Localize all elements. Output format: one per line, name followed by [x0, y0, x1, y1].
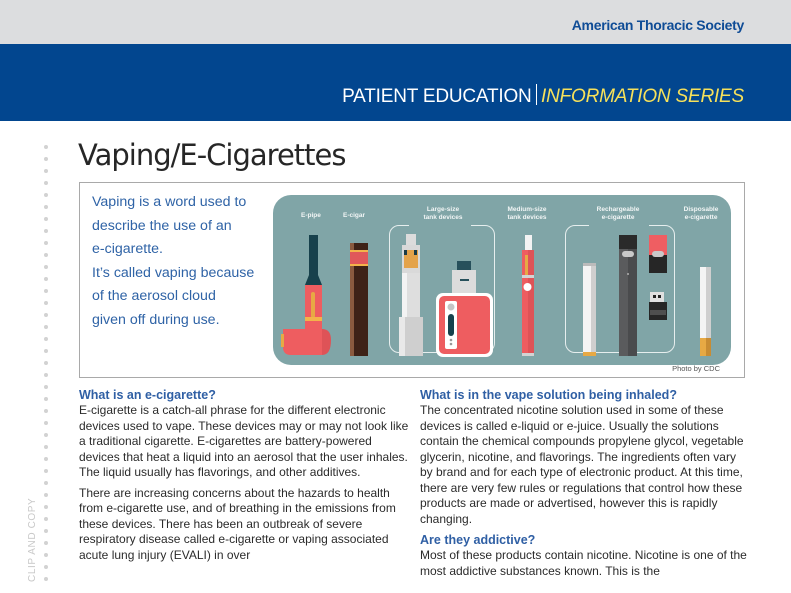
- guide-dot: [44, 289, 48, 293]
- guide-dot: [44, 409, 48, 413]
- organization-name: American Thoracic Society: [571, 17, 744, 33]
- guide-dot: [44, 193, 48, 197]
- series-label: PATIENT EDUCATION: [342, 86, 532, 107]
- guide-dot: [44, 337, 48, 341]
- paragraph: E-cigarette is a catch-all phrase for the different electronic devices used to vape. These devices may or may not look like a traditional cigarette. E-cigarettes are battery-powered devices that heat a liquid into an aerosol that the user inhales. The liquid usually has flavorings, and other additives.: [79, 403, 409, 479]
- intro-line: Vaping is a word used to: [92, 194, 247, 210]
- guide-dot: [44, 277, 48, 281]
- guide-dot: [44, 181, 48, 185]
- guide-dot: [44, 253, 48, 257]
- left-column: [79, 387, 409, 568]
- guide-dot: [44, 421, 48, 425]
- guide-dot: [44, 169, 48, 173]
- devices-icon: [273, 195, 731, 365]
- guide-dot: [44, 553, 48, 557]
- guide-dot: [44, 445, 48, 449]
- guide-dot: [44, 373, 48, 377]
- heading-vape-solution: What is in the vape solution being inhaled?: [420, 388, 677, 402]
- clip-guide-dots: [44, 145, 49, 589]
- guide-dot: [44, 385, 48, 389]
- intro-line: It’s called vaping because: [92, 264, 255, 281]
- intro-line: given off during use.: [92, 311, 220, 328]
- heading-addictive: Are they addictive?: [420, 533, 536, 547]
- intro-box: [79, 182, 745, 378]
- label-disposable: Disposable e-cigarette: [683, 206, 719, 221]
- guide-dot: [44, 565, 48, 569]
- guide-dot: [44, 493, 48, 497]
- device-illustration: [273, 195, 731, 365]
- guide-dot: [44, 157, 48, 161]
- paragraph: The concentrated nicotine solution used in some of these devices is called e-liquid or e-juice. Usually the solutions contain the chemical compounds propylene glycol, vegetable glycerin, nicotine, and flavorings. The ingredients often vary by brand and for each type of electronic product. At this time, there are very few rules or regulations that control how these products are made or advertised, however this is rapidly changing.: [420, 403, 744, 526]
- series-separator: [536, 84, 538, 105]
- guide-dot: [44, 481, 48, 485]
- label-medium-tank: Medium-size tank devices: [507, 206, 547, 221]
- intro-text: [92, 191, 277, 332]
- guide-dot: [44, 265, 48, 269]
- guide-dot: [44, 541, 48, 545]
- guide-dot: [44, 433, 48, 437]
- photo-credit: Photo by CDC: [672, 364, 720, 373]
- guide-dot: [44, 529, 48, 533]
- paragraph: Most of these products contain nicotine. Nicotine is one of the most addictive substances known. This is the: [420, 548, 747, 578]
- page-title: Vaping/E-Cigarettes: [78, 138, 346, 172]
- intro-line: of the aerosol cloud: [92, 288, 216, 304]
- guide-dot: [44, 349, 48, 353]
- guide-dot: [44, 517, 48, 521]
- guide-dot: [44, 301, 48, 305]
- guide-dot: [44, 577, 48, 581]
- intro-line: describe the use of an: [92, 217, 232, 234]
- label-rechargeable: Rechargeable e-cigarette: [596, 206, 640, 221]
- series-title: [342, 84, 744, 108]
- right-column: [420, 387, 750, 584]
- guide-dot: [44, 505, 48, 509]
- guide-dot: [44, 217, 48, 221]
- paragraph: There are increasing concerns about the hazards to health from e-cigarette use, and of breathing in the emissions from these devices. There has been an outbreak of severe respiratory disease called e-cigarette or vaping associated acute lung injury (EVALI) in over: [79, 485, 396, 562]
- guide-dot: [44, 205, 48, 209]
- heading-what-is-ecigarette: What is an e-cigarette?: [79, 388, 216, 402]
- label-ecigar: E-cigar: [343, 212, 366, 219]
- guide-dot: [44, 313, 48, 317]
- guide-dot: [44, 397, 48, 401]
- clip-and-copy-label: CLIP AND COPY: [27, 497, 38, 582]
- series-banner: [0, 44, 791, 121]
- label-large-tank: Large-size tank devices: [423, 206, 463, 221]
- guide-dot: [44, 241, 48, 245]
- top-bar: [0, 0, 791, 44]
- guide-dot: [44, 361, 48, 365]
- series-name: INFORMATION SERIES: [541, 86, 744, 107]
- guide-dot: [44, 229, 48, 233]
- guide-dot: [44, 325, 48, 329]
- guide-dot: [44, 457, 48, 461]
- intro-line: e-cigarette.: [92, 241, 163, 257]
- guide-dot: [44, 469, 48, 473]
- label-epipe: E-pipe: [301, 212, 321, 219]
- guide-dot: [44, 145, 48, 149]
